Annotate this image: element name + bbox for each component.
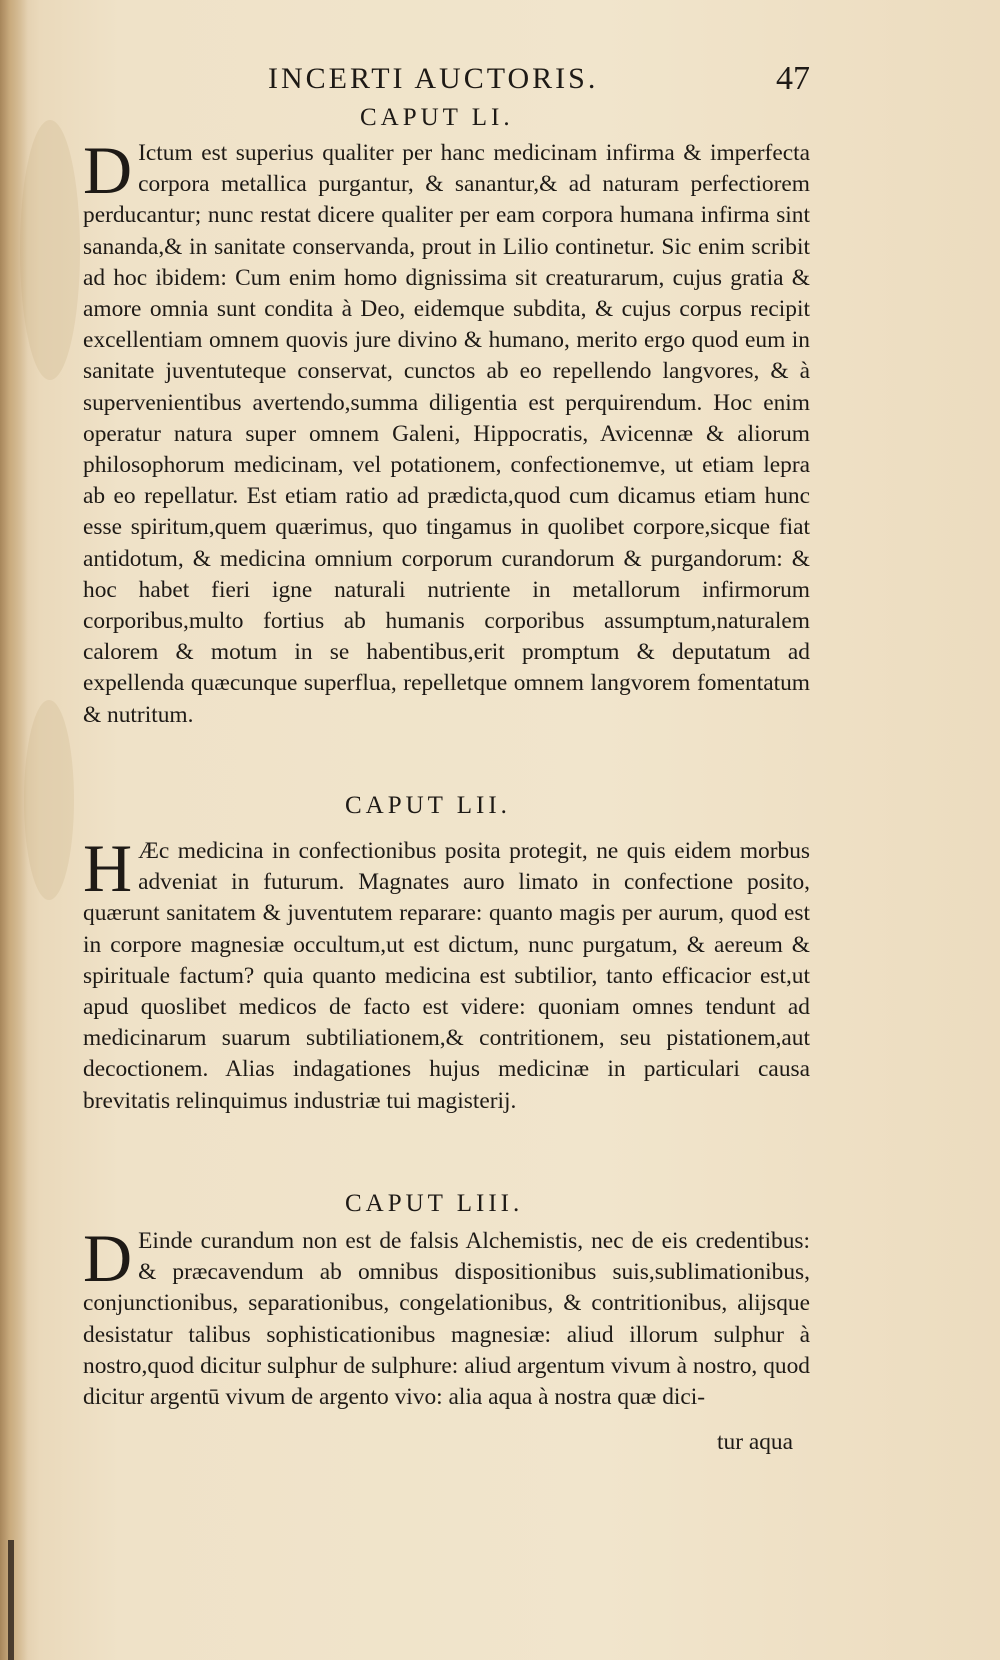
chapter-heading: CAPUT LI. — [360, 104, 514, 131]
drop-cap: D — [83, 1220, 133, 1296]
drop-cap: H — [83, 830, 133, 906]
binding-edge — [8, 1540, 14, 1660]
chapter-text: Ictum est superius qualiter per hanc medicinam infirma & imperfecta corpora metallica purgantur, & sanantur,& ad naturam perfectiorem perducantur; nunc restat dicere qualiter per eam corpora humana infirma sint sananda,& in sanitate conservanda, prout in Lilio continetur. Sic enim scribit ad hoc ibidem: Cum enim homo dignissima sit creaturarum, cujus gratia & amore omnia sunt condita à Deo, eidemque subdita, & cujus corpus recipit excellentiam omnem quovis jure divino & humano, merito ergo quod eum in sanitate juventuteque conservat, cunctos ab eo repellendo langvores, & à supervenientibus avertendo,summa diligentia est perquirendum. Hoc enim operatur natura super omnem Galeni, Hippocratis, Avicennæ & aliorum philosophorum medicinam, vel potationem, confectionemve, ut etiam lepra ab eo repellatur. Est etiam ratio ad prædicta,quod cum dicamus etiam hunc esse spiritum,quem quærimus, quo tingamus in quolibet corpore,sicque fiat antidotum, & medicina omnium corporum curandorum & purgandorum: & hoc habet fieri igne naturali nutriente in metallorum infirmorum corporibus,multo fortius ab humanis corporibus assumptum,naturalem calorem & motum in se habentibus,erit promptum & deputatum ad expellenda quæcunque superflua, repelletque omnem langvorem fomentatum & nutritum. — [83, 140, 810, 728]
chapter-text: Einde curandum non est de falsis Alchemistis, nec de eis credentibus: & præcavendum ab omnibus dispositionibus suis,sublimationibus, conjunctionibus, separationibus, congelationibus, & contritionibus, alijsque desistatur talibus sophisticationibus magnesiæ: aliud illorum sulphur à nostro,quod dicitur sulphur de sulphure: aliud argentum vivum à nostro, quod dicitur argentū vivum de argento vivo: alia aqua à nostra quæ dici- — [83, 1228, 810, 1411]
running-head: INCERTI AUCTORIS. — [268, 62, 599, 95]
chapter-body — [83, 1220, 810, 1413]
chapter-heading: CAPUT LIII. — [345, 1190, 524, 1217]
page-header — [268, 58, 828, 98]
chapter-body — [83, 830, 810, 1117]
paper-stain — [20, 120, 80, 380]
paper-stain — [24, 700, 74, 900]
drop-cap: D — [83, 132, 133, 208]
chapter-body — [83, 132, 810, 731]
page-number: 47 — [776, 60, 810, 97]
chapter-heading: CAPUT LII. — [345, 792, 511, 819]
catchword: tur aqua — [717, 1429, 793, 1455]
chapter-text: Æc medicina in confectionibus posita protegit, ne quis eidem morbus adveniat in futurum. Magnates auro limato in confectione posito, quærunt sanitatem & juventutem reparare: quanto magis per aurum, quod est in corpore magnesiæ occultum,ut est dictum, nunc purgatum, & aereum & spirituale factum? quia quanto medicina est subtilior, tanto efficacior est,ut apud quoslibet medicos de facto est videre: quoniam omnes tendunt ad medicinarum suarum subtiliationem,& contritionem, seu pistationem,aut decoctionem. Alias indagationes hujus medicinæ in particulari causa brevitatis relinquimus industriæ tui magisterij. — [83, 838, 810, 1114]
